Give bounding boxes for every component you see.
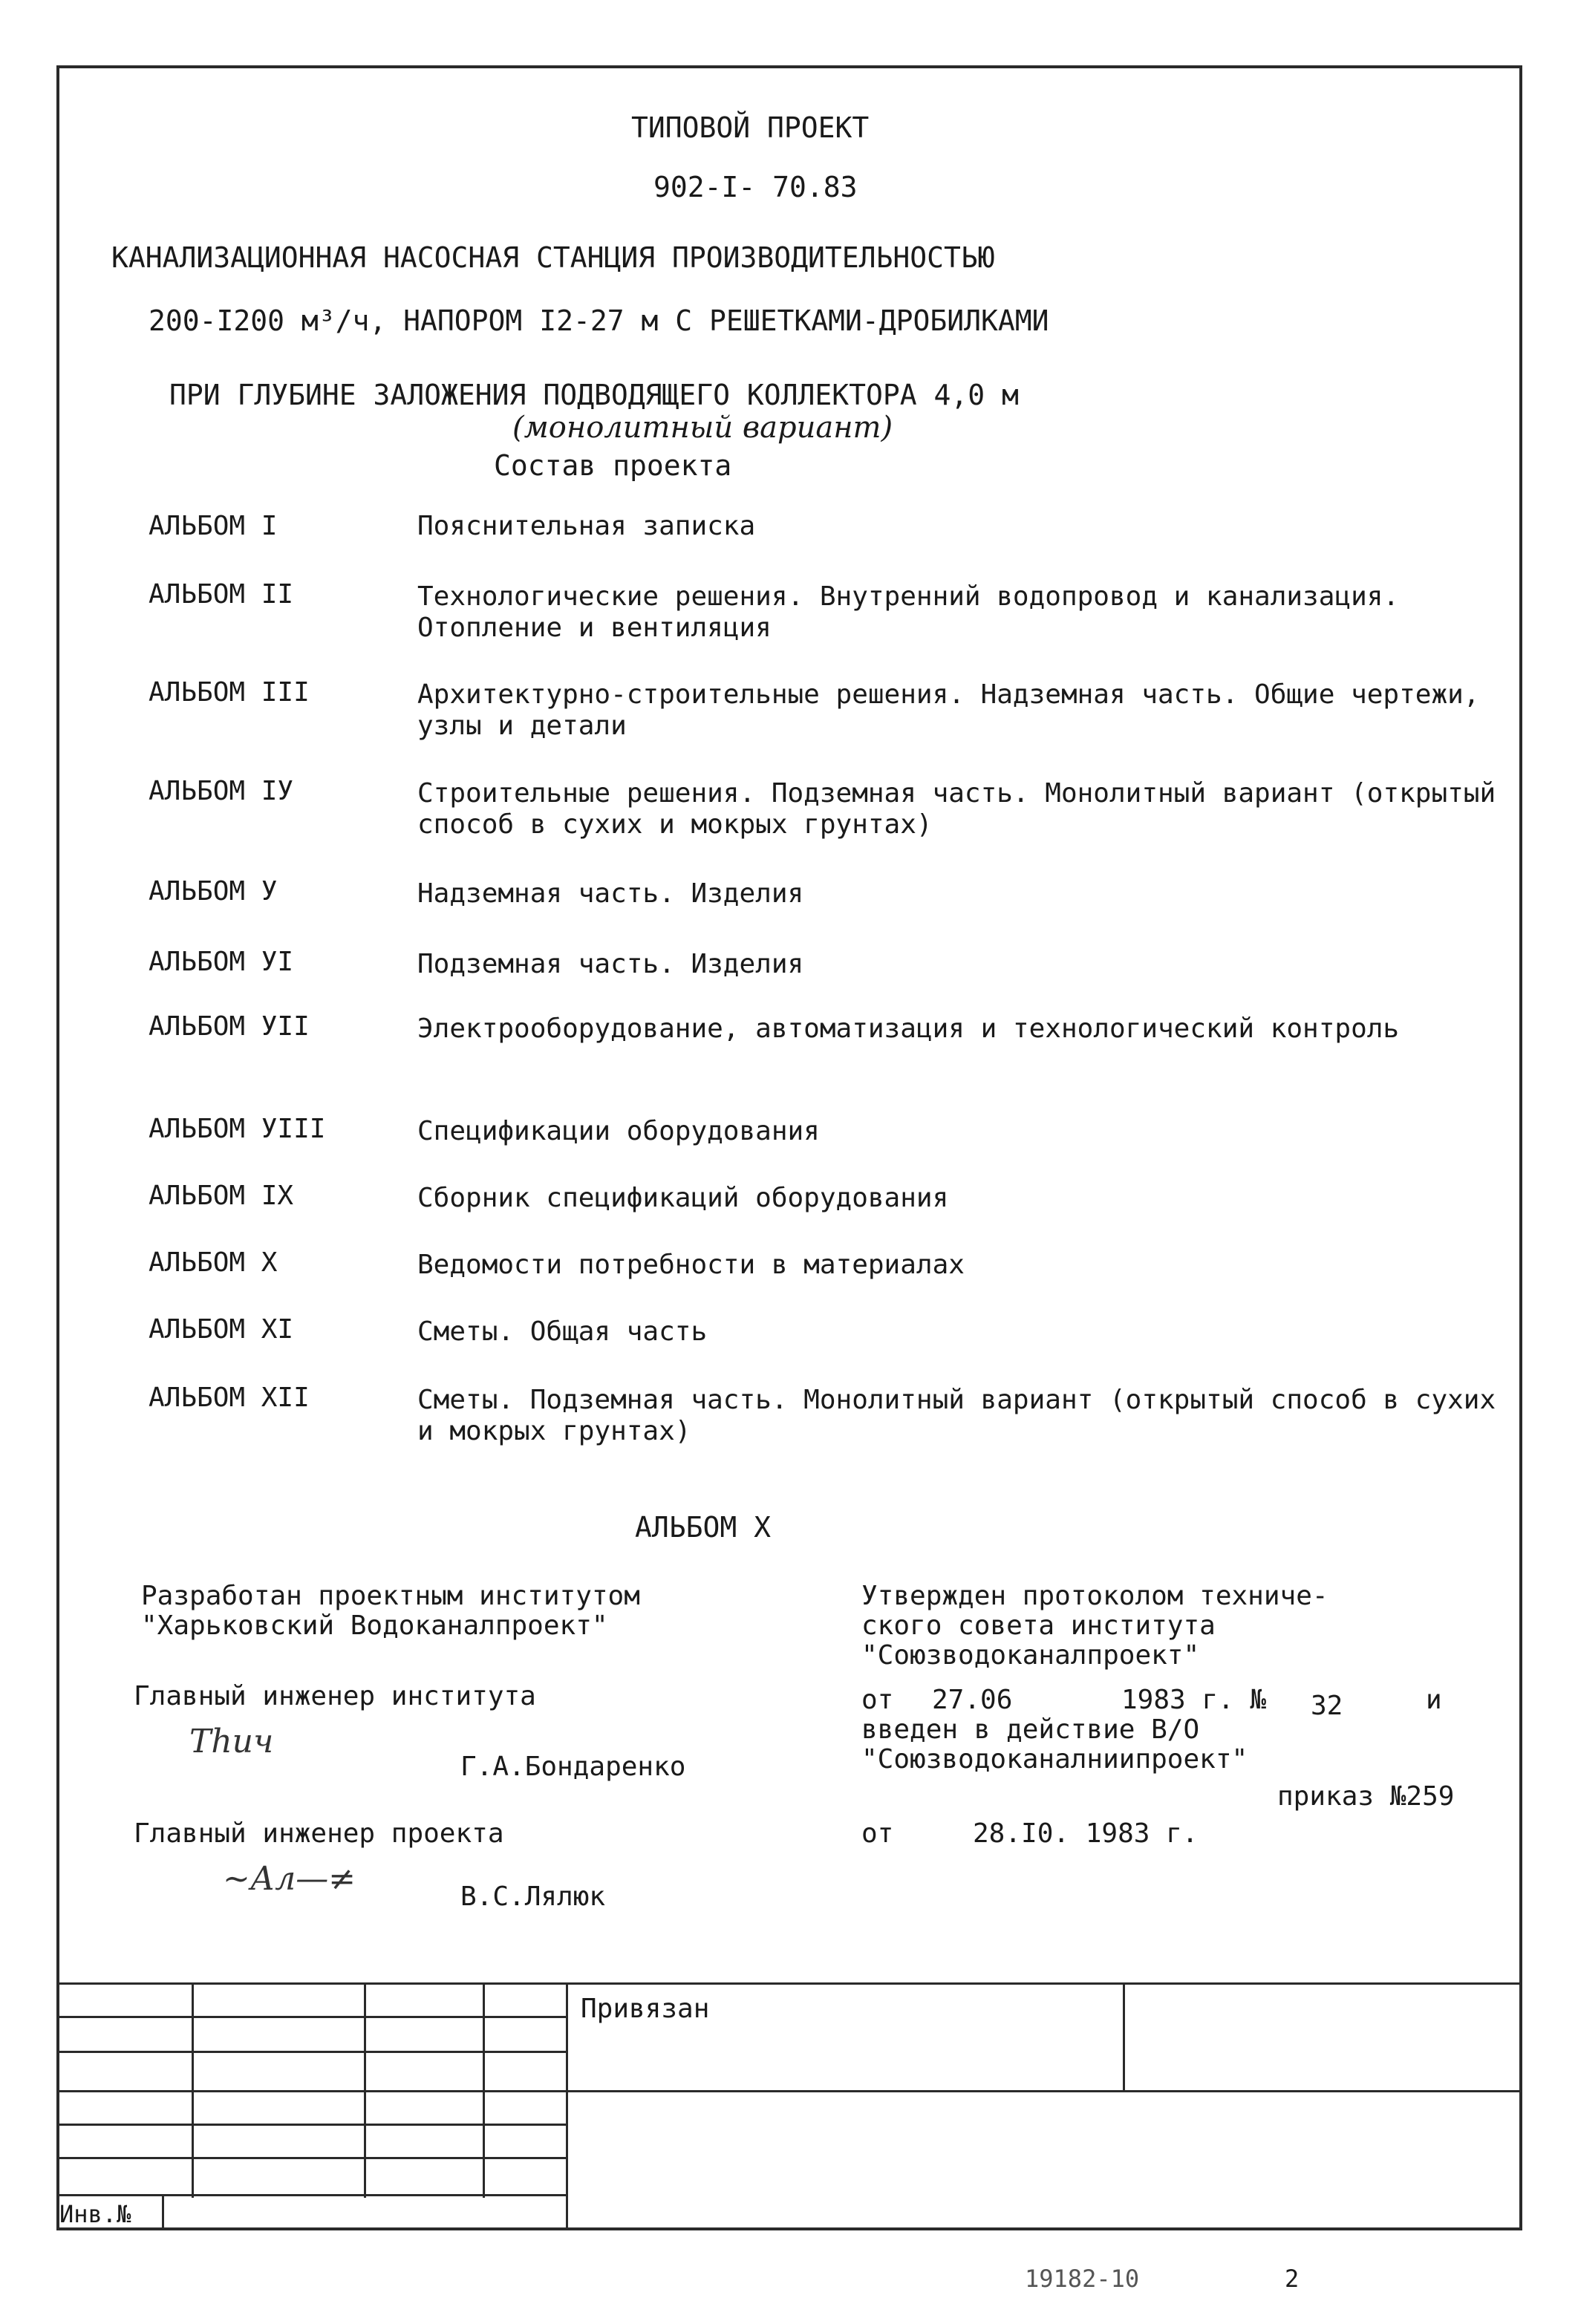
album-code: АЛЬБОМ IX bbox=[149, 1181, 294, 1211]
stamp-mid-line bbox=[56, 2090, 1522, 2092]
stamp-top-line bbox=[56, 1982, 1522, 1985]
album-code: АЛЬБОМ II bbox=[149, 579, 294, 610]
stamp-col-line bbox=[483, 1982, 485, 2198]
title-line-1: КАНАЛИЗАЦИОННАЯ НАСОСНАЯ СТАНЦИЯ ПРОИЗВОДИТЕЛЬНОСТЬЮ bbox=[111, 241, 995, 274]
album-title: Сметы. Подземная часть. Монолитный вариант (открытый способ в сухих и мокрых грунтах) bbox=[417, 1385, 1496, 1446]
developed-by-line-2: "Харьковский Водоканалпроект" bbox=[141, 1610, 608, 1641]
approved-line-3: "Союзводоканалпроект" bbox=[861, 1640, 1200, 1671]
inventory-label: Инв.№ bbox=[59, 2200, 131, 2228]
album-title: Пояснительная записка bbox=[417, 511, 756, 541]
album-title: Сметы. Общая часть bbox=[417, 1316, 708, 1347]
approved-line-5: введен в действие В/О bbox=[861, 1714, 1200, 1745]
developed-by-line-1: Разработан проектным институтом bbox=[141, 1581, 640, 1611]
current-album: АЛЬБОМ X bbox=[635, 1511, 772, 1544]
stamp-line bbox=[56, 2124, 566, 2126]
chief-engineer-institute-name: Г.А.Бондаренко bbox=[460, 1752, 686, 1782]
stamp-col-line bbox=[162, 2194, 164, 2230]
album-title: Подземная часть. Изделия bbox=[417, 949, 804, 979]
stamp-line bbox=[56, 2016, 566, 2018]
album-title: Архитектурно-строительные решения. Надземная часть. Общие чертежи, узлы и детали bbox=[417, 679, 1480, 741]
album-code: АЛЬБОМ X bbox=[149, 1247, 278, 1278]
order-date-prefix: от bbox=[861, 1818, 894, 1849]
title-line-3: ПРИ ГЛУБИНЕ ЗАЛОЖЕНИЯ ПОДВОДЯЩЕГО КОЛЛЕКТОРА 4,0 м bbox=[169, 379, 1019, 411]
variant-note: (монолитный вариант) bbox=[512, 411, 893, 445]
stamp-line bbox=[56, 2157, 566, 2159]
album-code: АЛЬБОМ IУ bbox=[149, 776, 294, 806]
album-title: Строительные решения. Подземная часть. Монолитный вариант (открытый способ в сухих и мокрых грунтах) bbox=[417, 778, 1496, 840]
approved-year: 1983 г. № bbox=[1121, 1685, 1267, 1715]
album-code: АЛЬБОМ У bbox=[149, 876, 278, 907]
album-code: АЛЬБОМ УIII bbox=[149, 1114, 326, 1144]
album-title: Спецификации оборудования bbox=[417, 1116, 820, 1146]
album-code: АЛЬБОМ III bbox=[149, 677, 310, 708]
stamp-col-line bbox=[1123, 1982, 1125, 2092]
chief-engineer-institute-label: Главный инженер института bbox=[134, 1681, 536, 1711]
stamp-col-line bbox=[566, 1982, 568, 2230]
album-title: Электрооборудование, автоматизация и технологический контроль bbox=[417, 1014, 1400, 1044]
order-number: приказ №259 bbox=[1277, 1781, 1455, 1812]
album-title: Сборник спецификаций оборудования bbox=[417, 1183, 949, 1213]
album-title: Ведомости потребности в материалах bbox=[417, 1250, 965, 1280]
title-line-2: 200-I200 м³/ч, НАПОРОМ I2-27 м С РЕШЕТКАМИ-ДРОБИЛКАМИ bbox=[149, 304, 1049, 337]
signature-lyalyuk: ~Ал—≠ bbox=[223, 1860, 356, 1898]
page-number: 2 bbox=[1285, 2265, 1300, 2293]
album-code: АЛЬБОМ УI bbox=[149, 947, 294, 977]
album-code: АЛЬБОМ I bbox=[149, 511, 278, 541]
sheet-code: 19182-10 bbox=[1025, 2265, 1140, 2293]
album-code: АЛЬБОМ XII bbox=[149, 1383, 310, 1413]
album-title: Надземная часть. Изделия bbox=[417, 878, 804, 909]
stamp-col-line bbox=[192, 1982, 194, 2198]
type-label: ТИПОВОЙ ПРОЕКТ bbox=[631, 111, 870, 144]
approved-conj: и bbox=[1426, 1685, 1442, 1715]
stamp-line bbox=[56, 2051, 566, 2053]
signature-bondarenko: Тhич bbox=[189, 1723, 274, 1760]
approved-date: 27.06 bbox=[932, 1685, 1013, 1715]
project-number: 902-I- 70.83 bbox=[653, 171, 858, 203]
chief-engineer-project-name: В.С.Лялюк bbox=[460, 1881, 606, 1912]
stamp-line bbox=[56, 2194, 566, 2196]
chief-engineer-project-label: Главный инженер проекта bbox=[134, 1818, 504, 1849]
bound-label: Привязан bbox=[581, 1994, 710, 2024]
stamp-col-line bbox=[364, 1982, 366, 2198]
approved-date-prefix: от bbox=[861, 1685, 894, 1715]
approved-line-2: ского совета института bbox=[861, 1610, 1216, 1641]
approved-line-6: "Союзводоканалниипроект" bbox=[861, 1744, 1248, 1775]
protocol-number: 32 bbox=[1311, 1691, 1343, 1721]
album-code: АЛЬБОМ XI bbox=[149, 1314, 294, 1345]
album-code: АЛЬБОМ УII bbox=[149, 1011, 310, 1042]
order-date: 28.I0. 1983 г. bbox=[973, 1818, 1199, 1849]
approved-line-1: Утвержден протоколом техниче- bbox=[861, 1581, 1328, 1611]
composition-heading: Состав проекта bbox=[494, 449, 732, 482]
album-title: Технологические решения. Внутренний водопровод и канализация. Отопление и вентиляция bbox=[417, 581, 1400, 643]
